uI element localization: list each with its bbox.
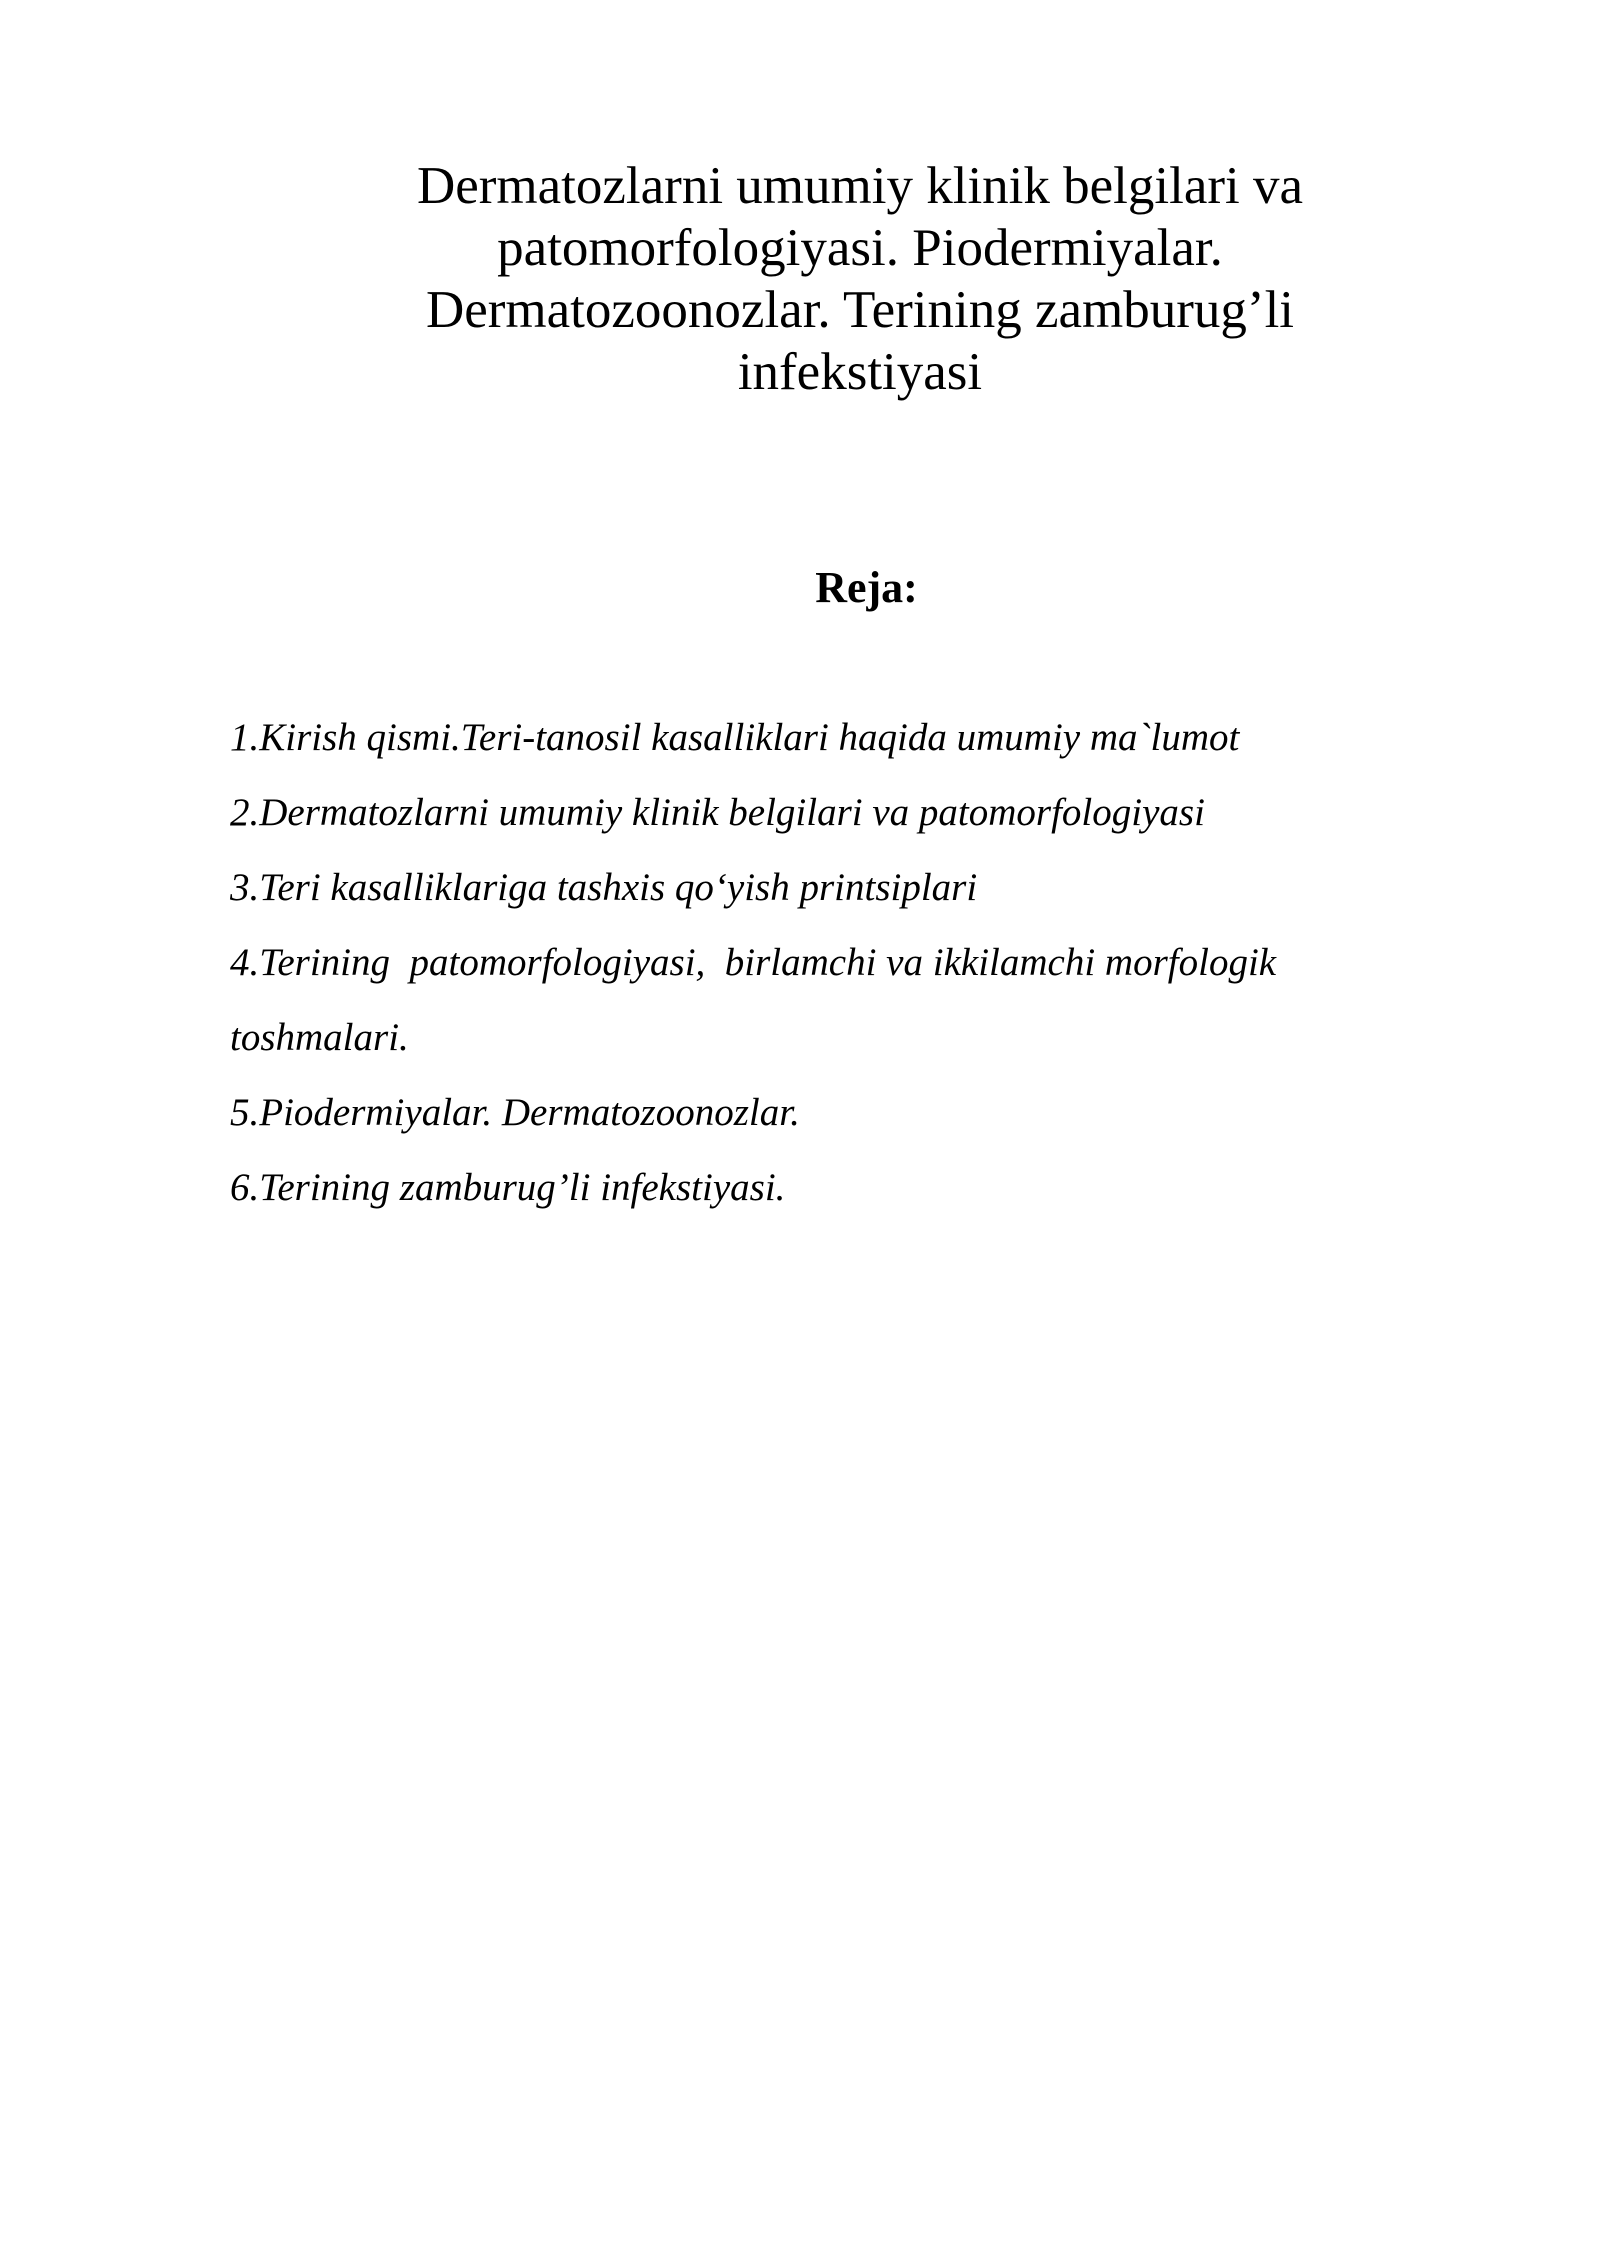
plan-item: 5.Piodermiyalar. Dermatozoonozlar. — [230, 1091, 800, 1134]
plan-heading: Reja: — [815, 563, 918, 612]
plan-item: 1.Kirish qismi.Teri-tanosil kasalliklari haqida umumiy ma`lumot — [230, 716, 1240, 759]
plan-item: 3.Teri kasalliklariga tashxis qoʻyish printsiplari — [230, 866, 978, 909]
plan-item: 4.Terining patomorfologiyasi, birlamchi va ikkilamchi morfologik — [230, 941, 1277, 984]
plan-item: 6.Terining zamburug’li infekstiyasi. — [230, 1166, 786, 1209]
document-title — [330, 155, 1390, 403]
title-line: patomorfologiyasi. Piodermiyalar. — [497, 219, 1223, 277]
plan-item: 2.Dermatozlarni umumiy klinik belgilari va patomorfologiyasi — [230, 791, 1205, 834]
title-line: infekstiyasi — [737, 343, 983, 401]
title-line: Dermatozlarni umumiy klinik belgilari va — [416, 157, 1304, 215]
title-line: Dermatozoonozlar. Terining zamburug’li — [425, 281, 1295, 339]
plan-item-continuation: toshmalari. — [230, 1016, 409, 1059]
plan-list — [230, 700, 1430, 1225]
